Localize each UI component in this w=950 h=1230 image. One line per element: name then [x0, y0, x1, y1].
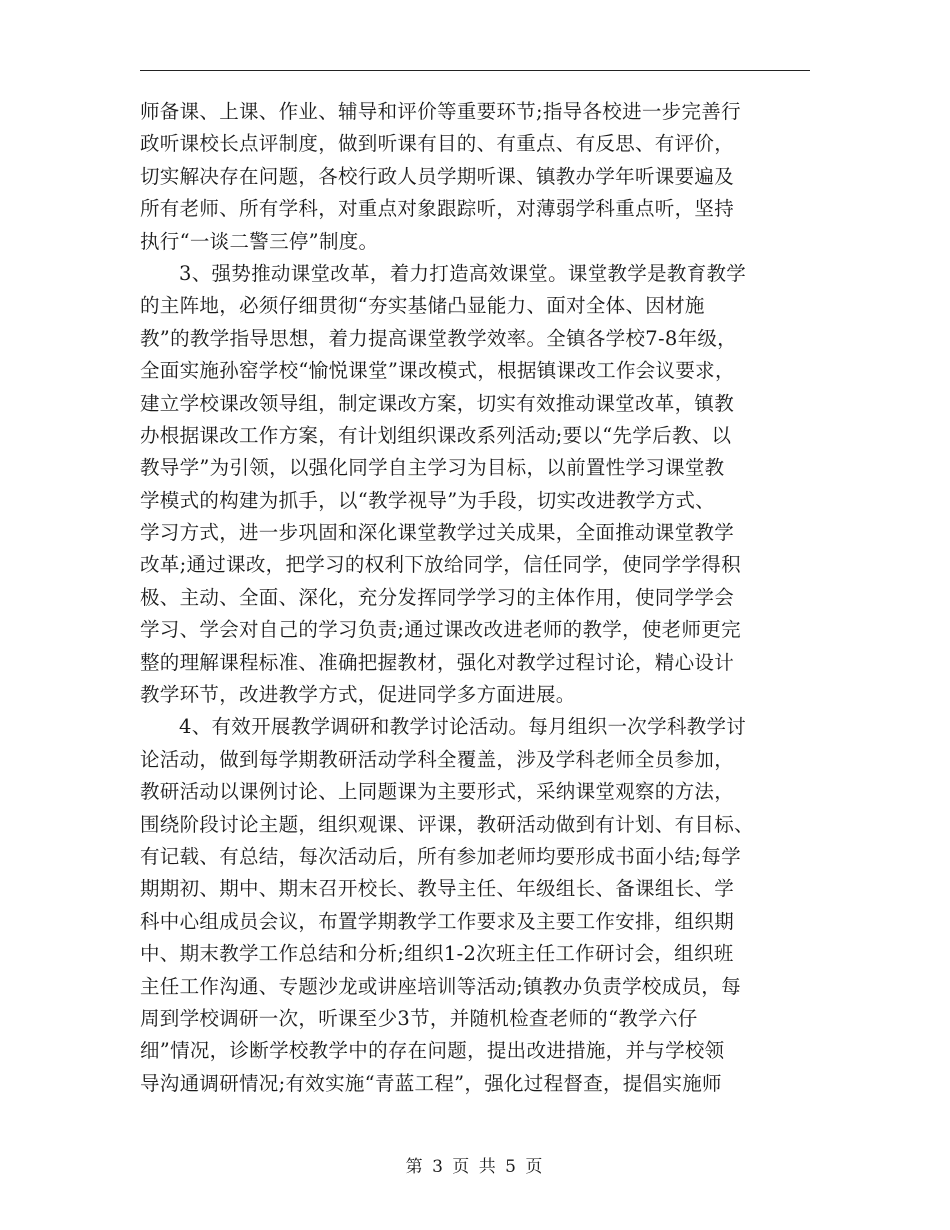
text-line: 教导学”为引领，以强化同学自主学习为目标，以前置性学习课堂教: [140, 456, 725, 480]
page-number: 第 3 页 共 5 页: [405, 1157, 545, 1177]
text-line: 改革;通过课改，把学习的权利下放给同学，信任同学，使同学学得积: [140, 553, 741, 577]
text-line: 科中心组成员会议，布置学期教学工作要求及主要工作安排，组织期: [140, 909, 735, 933]
text-line: 3、强势推动课堂改革，着力打造高效课堂。课堂教学是教育教学: [179, 261, 747, 285]
text-line: 有记载、有总结，每次活动后，所有参加老师均要形成书面小结;每学: [140, 844, 741, 868]
text-line: 学模式的构建为抓手，以“教学视导”为手段，切实改进教学方式、: [140, 488, 715, 512]
text-line: 建立学校课改领导组，制定课改方案，切实有效推动课堂改革，镇教: [140, 391, 735, 415]
text-line: 4、有效开展教学调研和教学讨论活动。每月组织一次学科教学讨: [179, 715, 747, 739]
document-body: [140, 96, 810, 1100]
text-line: 导沟通调研情况;有效实施“青蓝工程”，强化过程督查，提倡实施师: [140, 1071, 722, 1095]
text-line: 全面实施孙窑学校“愉悦课堂”课改模式，根据镇课改工作会议要求，: [140, 359, 735, 383]
text-line: 细”情况，诊断学校教学中的存在问题，提出改进措施，并与学校领: [140, 1039, 725, 1063]
text-line: 教研活动以课例讨论、上同题课为主要形式，采纳课堂观察的方法，: [140, 780, 735, 804]
text-line: 极、主动、全面、深化，充分发挥同学学习的主体作用，使同学学会: [140, 585, 735, 609]
text-line: 围绕阶段讨论主题，组织观课、评课，教研活动做到有计划、有目标、: [140, 812, 754, 836]
text-line: 办根据课改工作方案，有计划组织课改系列活动;要以“先学后教、以: [140, 423, 732, 447]
text-line: 执行“一谈二警三停”制度。: [140, 229, 379, 253]
text-line: 政听课校长点评制度，做到听课有目的、有重点、有反思、有评价，: [140, 132, 735, 156]
text-line: 主任工作沟通、专题沙龙或讲座培训等活动;镇教办负责学校成员，每: [140, 974, 741, 998]
text-line: 所有老师、所有学科，对重点对象跟踪听，对薄弱学科重点听，坚持: [140, 197, 735, 221]
text-line: 中、期末教学工作总结和分析;组织1-2次班主任工作研讨会，组织班: [140, 942, 734, 966]
text-line: 的主阵地，必须仔细贯彻“夯实基储凸显能力、面对全体、因材施: [140, 294, 705, 318]
text-line: 师备课、上课、作业、辅导和评价等重要环节;指导各校进一步完善行: [140, 100, 741, 123]
text-line: 论活动，做到每学期教研活动学科全覆盖，涉及学科老师全员参加，: [140, 747, 735, 771]
text-line: 学习方式，进一步巩固和深化课堂教学过关成果，全面推动课堂教学: [140, 521, 735, 545]
text-line: 整的理解课程标准、准确把握教材，强化对教学过程讨论，精心设计: [140, 650, 735, 674]
text-line: 教”的教学指导思想，着力提高课堂教学效率。全镇各学校7-8年级，: [140, 326, 737, 350]
text-line: 学习、学会对自己的学习负责;通过课改改进老师的教学，使老师更完: [140, 618, 741, 642]
header-rule: [140, 70, 810, 71]
text-line: 期期初、期中、期末召开校长、教导主任、年级组长、备课组长、学: [140, 877, 735, 901]
text-line: 周到学校调研一次，听课至少3节，并随机检查老师的“教学六仔: [140, 1006, 698, 1030]
text-line: 切实解决存在问题，各校行政人员学期听课、镇教办学年听课要遍及: [140, 164, 735, 188]
text-line: 教学环节，改进教学方式，促进同学多方面进展。: [140, 683, 576, 707]
